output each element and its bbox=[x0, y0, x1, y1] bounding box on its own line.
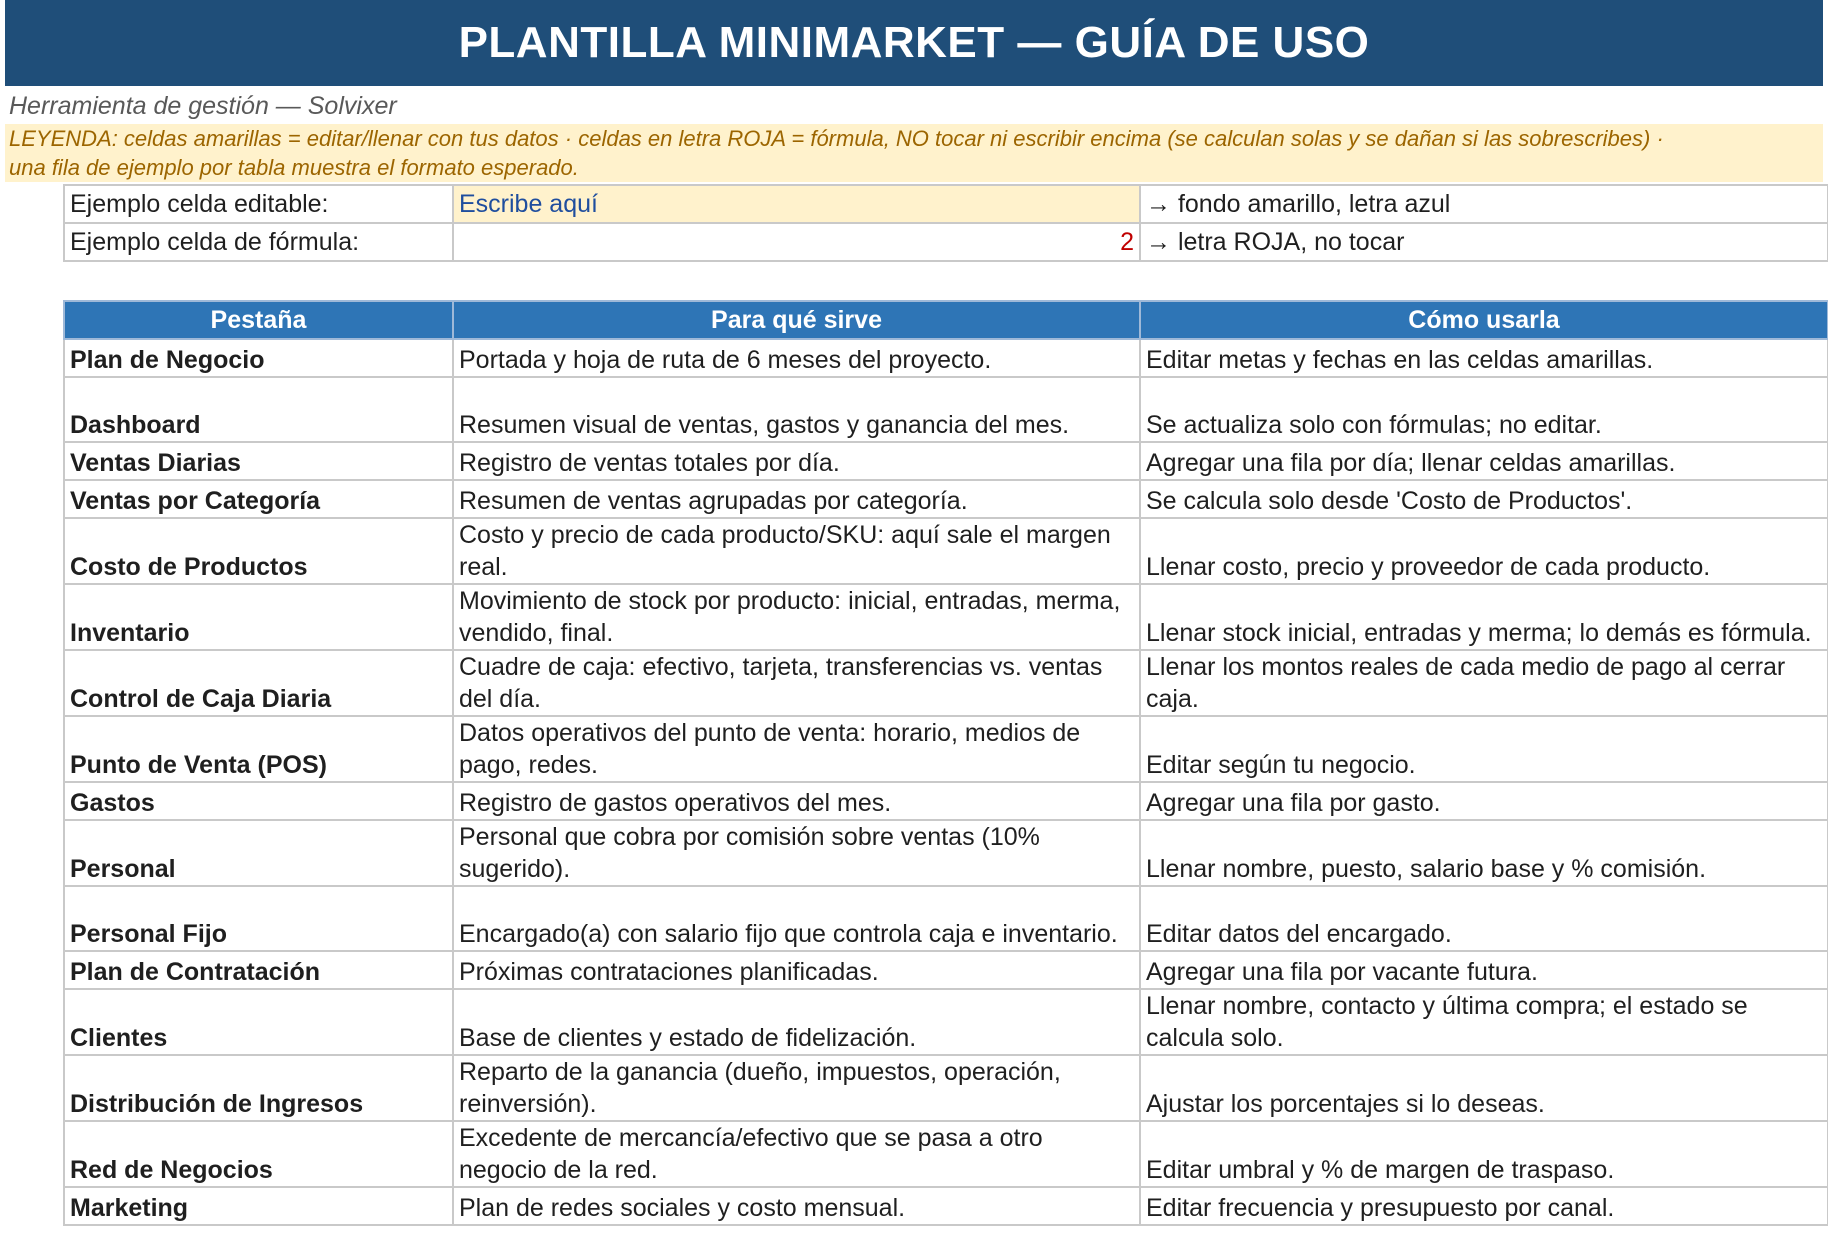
table-row bbox=[64, 377, 1828, 442]
usage-cell[interactable]: Llenar stock inicial, entradas y merma; lo demás es fórmula. bbox=[1140, 584, 1828, 650]
purpose-cell[interactable]: Movimiento de stock por producto: inicial, entradas, merma, vendido, final. bbox=[453, 584, 1140, 650]
purpose-cell[interactable]: Cuadre de caja: efectivo, tarjeta, transferencias vs. ventas del día. bbox=[453, 650, 1140, 716]
tab-name-cell[interactable]: Clientes bbox=[64, 989, 453, 1055]
usage-cell[interactable]: Editar datos del encargado. bbox=[1140, 886, 1828, 951]
example-note[interactable]: → fondo amarillo, letra azul bbox=[1140, 185, 1828, 223]
table-row bbox=[64, 442, 1828, 480]
usage-cell[interactable]: Editar metas y fechas en las celdas amarillas. bbox=[1140, 339, 1828, 377]
table-row bbox=[64, 650, 1828, 716]
usage-cell[interactable]: Editar umbral y % de margen de traspaso. bbox=[1140, 1121, 1828, 1187]
table-row bbox=[64, 782, 1828, 820]
legend-line-2: una fila de ejemplo por tabla muestra el formato esperado. bbox=[9, 155, 579, 180]
tab-name-cell[interactable]: Plan de Negocio bbox=[64, 339, 453, 377]
purpose-cell[interactable]: Registro de gastos operativos del mes. bbox=[453, 782, 1140, 820]
usage-cell[interactable]: Llenar nombre, contacto y última compra; el estado se calcula solo. bbox=[1140, 989, 1828, 1055]
tab-name-cell[interactable]: Gastos bbox=[64, 782, 453, 820]
table-row bbox=[64, 584, 1828, 650]
table-row bbox=[64, 989, 1828, 1055]
table-row bbox=[64, 716, 1828, 782]
usage-cell[interactable]: Ajustar los porcentajes si lo deseas. bbox=[1140, 1055, 1828, 1121]
table-header-row bbox=[64, 301, 1828, 339]
table-row bbox=[64, 820, 1828, 886]
purpose-cell[interactable]: Excedente de mercancía/efectivo que se pasa a otro negocio de la red. bbox=[453, 1121, 1140, 1187]
purpose-cell[interactable]: Próximas contrataciones planificadas. bbox=[453, 951, 1140, 989]
header-usage[interactable]: Cómo usarla bbox=[1140, 301, 1828, 339]
tab-name-cell[interactable]: Marketing bbox=[64, 1187, 453, 1225]
example-cells-table bbox=[63, 184, 1828, 262]
purpose-cell[interactable]: Resumen visual de ventas, gastos y ganancia del mes. bbox=[453, 377, 1140, 442]
table-row bbox=[64, 951, 1828, 989]
usage-cell[interactable]: Se actualiza solo con fórmulas; no editar. bbox=[1140, 377, 1828, 442]
table-row bbox=[64, 1055, 1828, 1121]
header-purpose[interactable]: Para qué sirve bbox=[453, 301, 1140, 339]
example-editable-cell[interactable]: Escribe aquí bbox=[453, 185, 1140, 223]
example-row-editable bbox=[64, 185, 1828, 223]
example-label[interactable]: Ejemplo celda editable: bbox=[64, 185, 453, 223]
example-row-formula bbox=[64, 223, 1828, 261]
tab-name-cell[interactable]: Plan de Contratación bbox=[64, 951, 453, 989]
usage-cell[interactable]: Llenar costo, precio y proveedor de cada producto. bbox=[1140, 518, 1828, 584]
legend-note bbox=[5, 124, 1823, 182]
table-row bbox=[64, 480, 1828, 518]
legend-line-1: LEYENDA: celdas amarillas = editar/llenar con tus datos · celdas en letra ROJA = fórmula, NO tocar ni escribir encima (se calculan solas y se dañan si las sobrescribes) · bbox=[9, 126, 1664, 151]
purpose-cell[interactable]: Encargado(a) con salario fijo que controla caja e inventario. bbox=[453, 886, 1140, 951]
purpose-cell[interactable]: Costo y precio de cada producto/SKU: aquí sale el margen real. bbox=[453, 518, 1140, 584]
usage-cell[interactable]: Llenar nombre, puesto, salario base y % comisión. bbox=[1140, 820, 1828, 886]
table-row bbox=[64, 339, 1828, 377]
example-formula-cell[interactable]: 2 bbox=[453, 223, 1140, 261]
tab-name-cell[interactable]: Inventario bbox=[64, 584, 453, 650]
header-tab[interactable]: Pestaña bbox=[64, 301, 453, 339]
tab-name-cell[interactable]: Costo de Productos bbox=[64, 518, 453, 584]
tab-name-cell[interactable]: Distribución de Ingresos bbox=[64, 1055, 453, 1121]
usage-cell[interactable]: Se calcula solo desde 'Costo de Productos'. bbox=[1140, 480, 1828, 518]
tab-name-cell[interactable]: Red de Negocios bbox=[64, 1121, 453, 1187]
purpose-cell[interactable]: Registro de ventas totales por día. bbox=[453, 442, 1140, 480]
usage-cell[interactable]: Agregar una fila por vacante futura. bbox=[1140, 951, 1828, 989]
table-row bbox=[64, 886, 1828, 951]
tab-name-cell[interactable]: Ventas Diarias bbox=[64, 442, 453, 480]
usage-cell[interactable]: Llenar los montos reales de cada medio de pago al cerrar caja. bbox=[1140, 650, 1828, 716]
sheet-subtitle: Herramienta de gestión — Solvixer bbox=[9, 92, 397, 120]
table-row bbox=[64, 518, 1828, 584]
table-row bbox=[64, 1187, 1828, 1225]
usage-cell[interactable]: Agregar una fila por gasto. bbox=[1140, 782, 1828, 820]
table-row bbox=[64, 1121, 1828, 1187]
purpose-cell[interactable]: Base de clientes y estado de fidelización. bbox=[453, 989, 1140, 1055]
example-note[interactable]: → letra ROJA, no tocar bbox=[1140, 223, 1828, 261]
purpose-cell[interactable]: Portada y hoja de ruta de 6 meses del proyecto. bbox=[453, 339, 1140, 377]
usage-cell[interactable]: Editar frecuencia y presupuesto por canal. bbox=[1140, 1187, 1828, 1225]
purpose-cell[interactable]: Personal que cobra por comisión sobre ventas (10% sugerido). bbox=[453, 820, 1140, 886]
usage-cell[interactable]: Agregar una fila por día; llenar celdas amarillas. bbox=[1140, 442, 1828, 480]
purpose-cell[interactable]: Plan de redes sociales y costo mensual. bbox=[453, 1187, 1140, 1225]
purpose-cell[interactable]: Resumen de ventas agrupadas por categoría. bbox=[453, 480, 1140, 518]
tab-name-cell[interactable]: Control de Caja Diaria bbox=[64, 650, 453, 716]
purpose-cell[interactable]: Reparto de la ganancia (dueño, impuestos, operación, reinversión). bbox=[453, 1055, 1140, 1121]
sheet-title: PLANTILLA MINIMARKET — GUÍA DE USO bbox=[5, 0, 1823, 86]
tab-name-cell[interactable]: Dashboard bbox=[64, 377, 453, 442]
tabs-guide-table bbox=[63, 300, 1828, 1226]
tab-name-cell[interactable]: Personal Fijo bbox=[64, 886, 453, 951]
tab-name-cell[interactable]: Ventas por Categoría bbox=[64, 480, 453, 518]
tab-name-cell[interactable]: Punto de Venta (POS) bbox=[64, 716, 453, 782]
tab-name-cell[interactable]: Personal bbox=[64, 820, 453, 886]
usage-cell[interactable]: Editar según tu negocio. bbox=[1140, 716, 1828, 782]
example-label[interactable]: Ejemplo celda de fórmula: bbox=[64, 223, 453, 261]
purpose-cell[interactable]: Datos operativos del punto de venta: horario, medios de pago, redes. bbox=[453, 716, 1140, 782]
